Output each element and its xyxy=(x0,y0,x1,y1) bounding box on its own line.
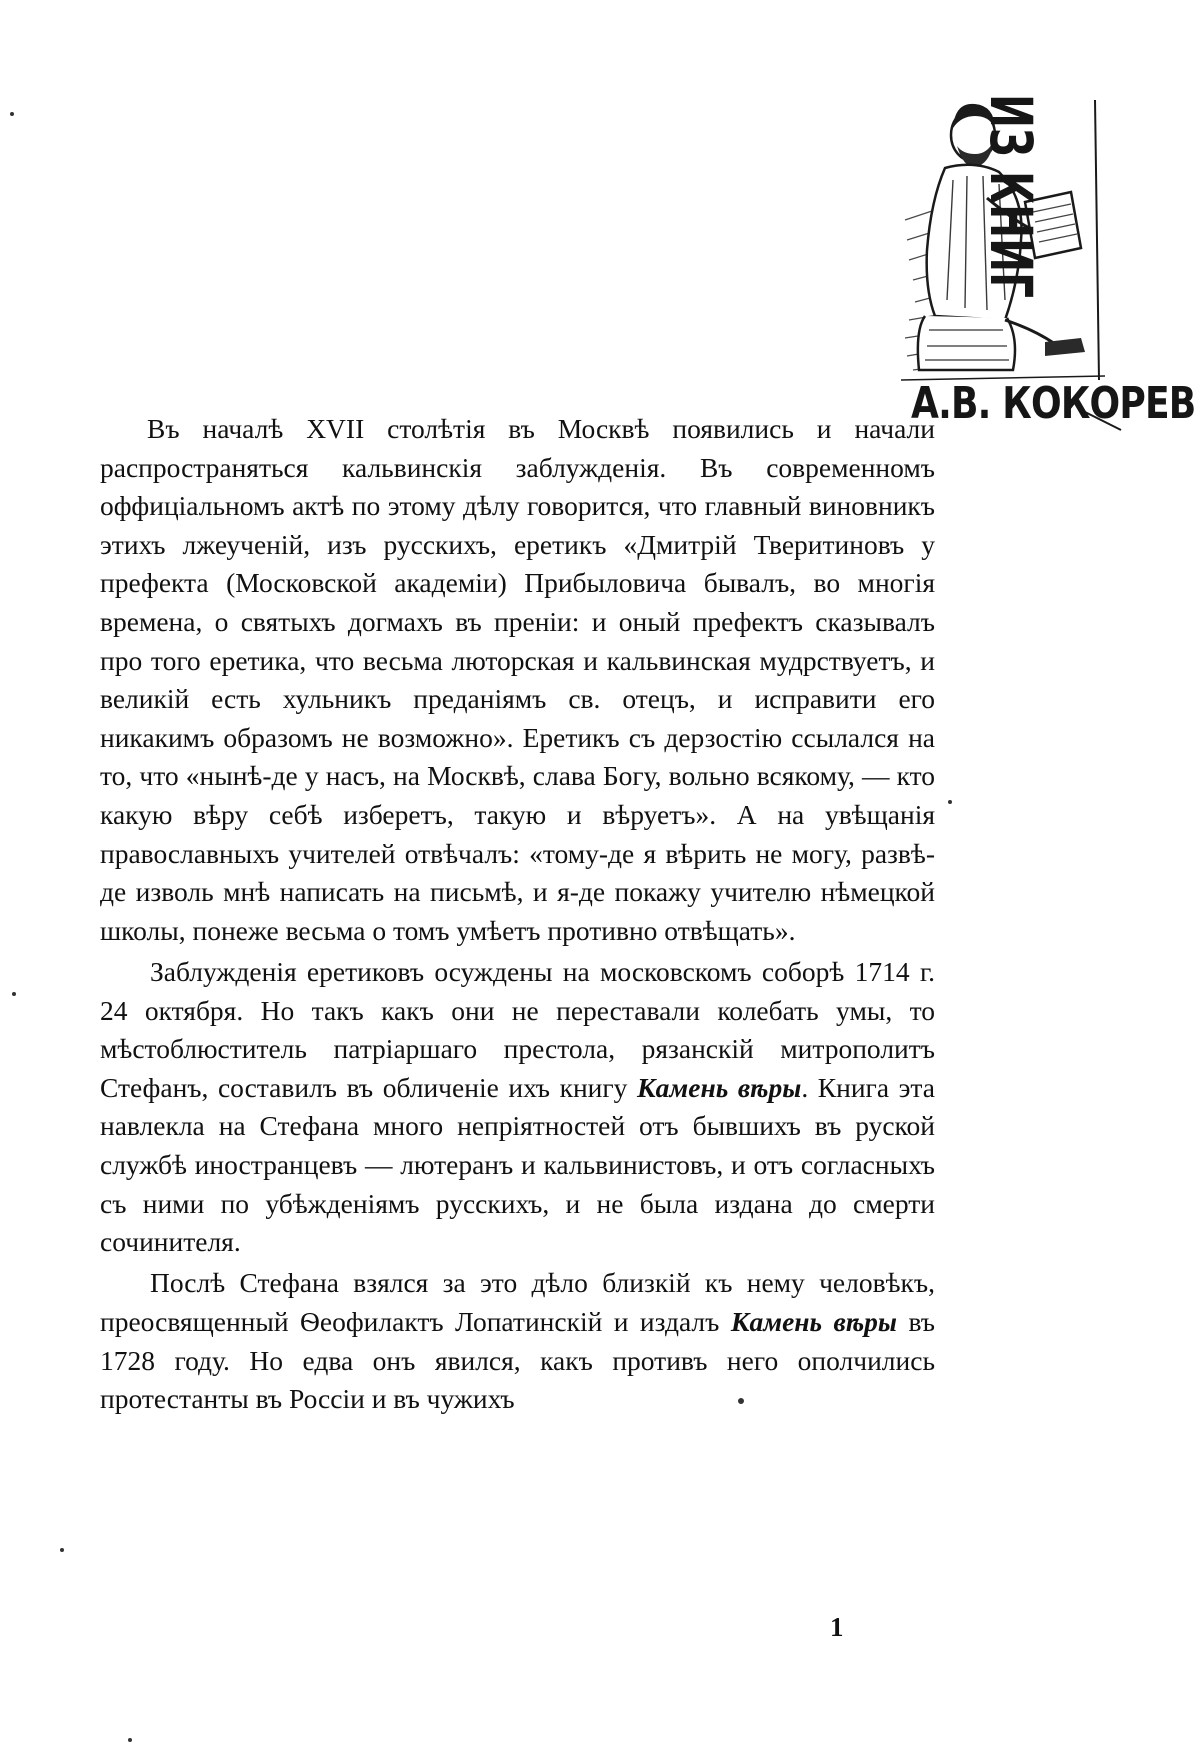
scan-speck xyxy=(12,992,16,996)
paragraph-2-start: Заблужденія еретиковъ осуждены на московскомъ соборѣ 1714 г. 24 октября. Но такъ какъ они не переставали колебать умы, то мѣстоблюститель патріаршаго престола, рязанскій митрополитъ Стефанъ, составилъ въ обличеніе ихъ книгу xyxy=(100,956,935,1103)
scan-speck xyxy=(10,112,14,116)
book-title: Камень вѣры xyxy=(730,1306,898,1338)
paragraph-3-start: Послѣ Стефана взялся за это дѣло близкій къ нему человѣкъ, преосвященный Ѳеофилактъ Лопатинскій и издалъ xyxy=(100,1267,935,1338)
bookplate-owner: А.В. КОКОРЕВ xyxy=(911,378,1195,429)
scan-speck xyxy=(738,1398,744,1404)
paragraph-3-end: въ 1728 году. Но едва онъ явился, какъ противъ него ополчились протестанты въ Россіи и въ чужихъ xyxy=(100,1306,935,1415)
paragraph-2-end: . Книга эта навлекла на Стефана много непріятностей отъ бывшихъ въ руской службѣ иностранцевъ — лютеранъ и кальвинистовъ, и отъ согласныхъ съ ними по убѣжденіямъ русскихъ, и не была издана до смерти сочинителя. xyxy=(100,1071,935,1258)
bookplate-stamp xyxy=(895,80,1195,460)
scan-speck xyxy=(948,800,952,804)
book-title: Камень вѣры xyxy=(637,1071,802,1103)
paragraph-3 xyxy=(100,1264,935,1418)
scan-speck xyxy=(128,1738,132,1742)
paragraph-1: Въ началѣ XVII столѣтія въ Москвѣ появились и начали распространяться кальвинскія заблужденія. Въ современномъ оффиціальномъ актѣ по этому дѣлу говорится, что главный виновникъ этихъ лжеученій, изъ русскихъ, еретикъ «Дмитрій Тверитиновъ у префекта (Московской академіи) Прибыловича бывалъ, во многія времена, о святыхъ догмахъ въ преніи: и оный префектъ сказывалъ про того еретика, что весьма люторская и кальвинская мудрствуетъ, и великій есть хульникъ преданіямъ св. отецъ, и исправити его никакимъ образомъ не возможно». Еретикъ съ дерзостію ссылался на то, что «нынѣ-де у насъ, на Москвѣ, слава Богу, вольно всякому, — кто какую вѣру себѣ изберетъ, такую и вѣруетъ». А на увѣщанія православныхъ учителей отвѣчалъ: «тому-де я вѣрить не могу, развѣ-де изволь мнѣ написать на письмѣ, и я-де покажу учителю нѣмецкой школы, понеже весьма о томъ умѣетъ противно отвѣщать». xyxy=(100,413,935,946)
body-text xyxy=(100,410,935,1422)
paragraph-2 xyxy=(100,953,935,1262)
bookplate-motto: ИЗ КНИГ xyxy=(977,94,1045,298)
scan-speck xyxy=(60,1548,64,1552)
page-number: 1 xyxy=(830,1612,844,1642)
